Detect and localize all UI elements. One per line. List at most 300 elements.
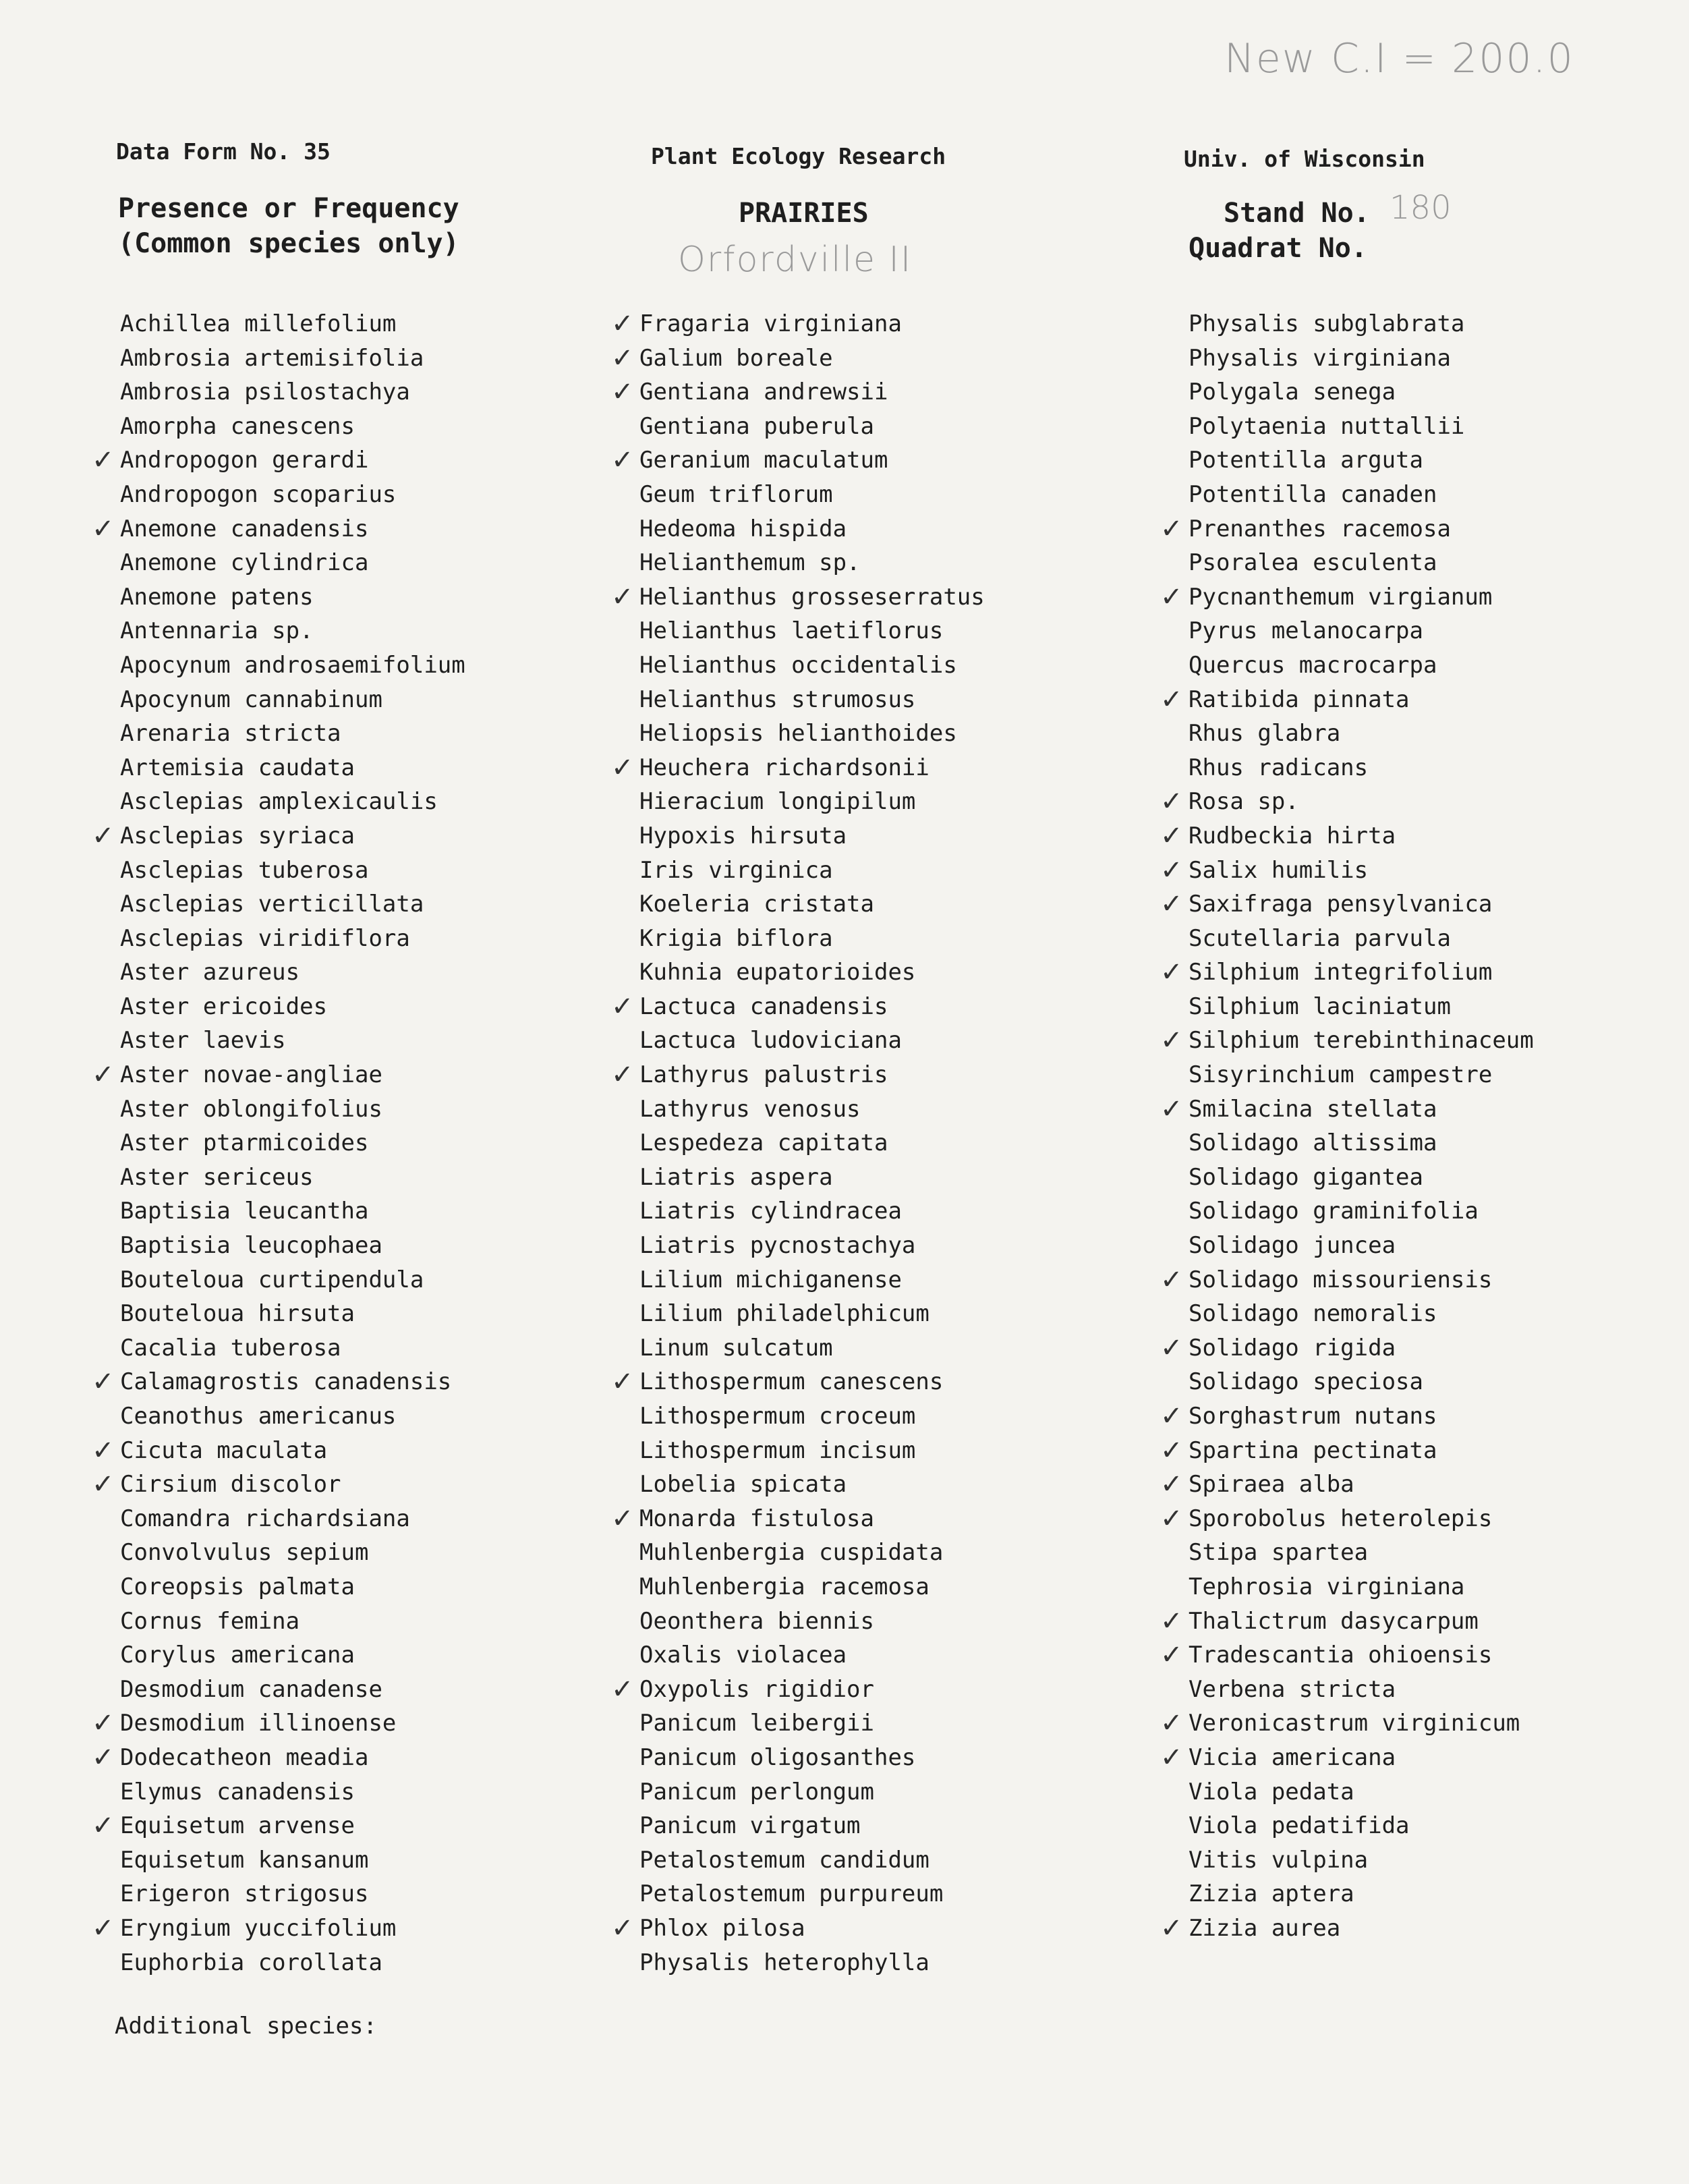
species-name: Liatris aspera — [639, 1163, 833, 1191]
form-title-line-2: (Common species only) — [118, 228, 459, 259]
check-mark-icon: ✓ — [1160, 513, 1183, 544]
species-item — [1189, 341, 1534, 376]
species-name: Gentiana andrewsii — [639, 379, 888, 406]
species-name: Coreopsis palmata — [120, 1573, 355, 1600]
species-name: Solidago gigantea — [1189, 1163, 1423, 1191]
species-name: Panicum leibergii — [639, 1710, 874, 1737]
species-item — [1160, 785, 1534, 819]
species-item — [120, 1160, 465, 1195]
species-name: Lithospermum canescens — [639, 1368, 944, 1396]
check-mark-icon: ✓ — [1160, 1708, 1183, 1739]
species-name: Rhus glabra — [1189, 720, 1341, 748]
species-item — [639, 1160, 985, 1195]
species-name: Cirsium discolor — [120, 1471, 341, 1499]
species-item — [120, 853, 465, 888]
species-item — [1189, 375, 1534, 410]
species-name: Koeleria cristata — [639, 891, 874, 918]
species-name: Helianthus grosseserratus — [639, 583, 985, 611]
species-name: Potentilla arguta — [1189, 447, 1423, 474]
species-item — [639, 1194, 985, 1229]
check-mark-icon: ✓ — [611, 1673, 634, 1705]
check-mark-icon: ✓ — [1160, 1434, 1183, 1466]
species-name: Muhlenbergia racemosa — [639, 1573, 929, 1600]
species-item — [92, 1365, 465, 1399]
species-name: Veronicastrum virginicum — [1189, 1710, 1520, 1737]
site-name-handwritten: Orfordville II — [678, 240, 913, 280]
species-column-1 — [92, 307, 465, 1980]
species-name: Artemisia caudata — [120, 754, 355, 781]
species-name: Viola pedata — [1189, 1778, 1354, 1805]
species-item — [1160, 1434, 1534, 1468]
species-name: Saxifraga pensylvanica — [1189, 891, 1493, 918]
species-item — [120, 1263, 465, 1297]
check-mark-icon: ✓ — [1160, 1741, 1183, 1773]
species-item — [639, 1092, 985, 1127]
species-name: Aster oblongifolius — [120, 1095, 382, 1123]
species-item — [639, 1570, 985, 1604]
check-mark-icon: ✓ — [611, 1912, 634, 1944]
species-item — [639, 785, 985, 819]
species-item — [1160, 1024, 1534, 1058]
species-item — [92, 512, 465, 547]
species-item — [639, 1877, 985, 1911]
species-item — [120, 1638, 465, 1673]
species-name: Petalostemum candidum — [639, 1846, 929, 1874]
species-item — [120, 683, 465, 717]
species-item — [1189, 922, 1534, 956]
species-name: Panicum perlongum — [639, 1778, 874, 1805]
species-item — [120, 1229, 465, 1263]
form-title — [118, 191, 459, 261]
check-mark-icon: ✓ — [92, 1810, 115, 1842]
species-name: Monarda fistulosa — [639, 1505, 874, 1532]
stand-number-handwritten: 180 — [1390, 189, 1452, 227]
species-name: Lobelia spicata — [639, 1471, 847, 1499]
species-name: Anemone canadensis — [120, 515, 369, 542]
check-mark-icon: ✓ — [92, 1366, 115, 1398]
species-item — [1160, 1331, 1534, 1366]
species-item — [611, 375, 985, 410]
species-name: Oxalis violacea — [639, 1642, 847, 1669]
species-item — [639, 717, 985, 751]
check-mark-icon: ✓ — [92, 820, 115, 851]
species-item — [120, 1194, 465, 1229]
species-item — [1160, 887, 1534, 922]
species-item — [1160, 512, 1534, 547]
species-name: Lithospermum croceum — [639, 1403, 916, 1430]
species-item — [1189, 1570, 1534, 1604]
species-name: Krigia biflora — [639, 924, 833, 952]
species-name: Convolvulus sepium — [120, 1539, 369, 1567]
species-name: Helianthemum sp. — [639, 549, 861, 577]
species-item — [1189, 751, 1534, 785]
species-item — [120, 1536, 465, 1570]
species-name: Lactuca canadensis — [639, 992, 888, 1020]
species-name: Helianthus occidentalis — [639, 651, 957, 679]
species-item — [120, 1331, 465, 1366]
species-name: Liatris pycnostachya — [639, 1232, 916, 1260]
species-item — [1189, 546, 1534, 580]
check-mark-icon: ✓ — [1160, 889, 1183, 920]
species-item — [120, 1399, 465, 1434]
species-item — [1189, 1126, 1534, 1160]
species-name: Galium boreale — [639, 344, 833, 372]
check-mark-icon: ✓ — [611, 445, 634, 476]
species-item — [639, 1809, 985, 1843]
species-name: Panicum virgatum — [639, 1812, 861, 1840]
species-name: Zizia aurea — [1189, 1914, 1341, 1942]
species-item — [639, 546, 985, 580]
species-name: Vitis vulpina — [1189, 1846, 1369, 1874]
species-item — [1189, 1058, 1534, 1092]
species-name: Bouteloua curtipendula — [120, 1266, 424, 1293]
quadrat-label: Quadrat No. — [1189, 233, 1367, 264]
species-name: Equisetum kansanum — [120, 1846, 369, 1874]
species-name: Baptisia leucantha — [120, 1198, 369, 1225]
species-name: Sporobolus heterolepis — [1189, 1505, 1493, 1532]
species-item — [1160, 1741, 1534, 1775]
species-name: Aster laevis — [120, 1027, 286, 1055]
species-name: Physalis heterophylla — [639, 1949, 929, 1976]
species-name: Lathyrus venosus — [639, 1095, 861, 1123]
species-item — [1160, 580, 1534, 615]
species-item — [120, 614, 465, 648]
species-item — [120, 1297, 465, 1331]
species-item — [120, 648, 465, 683]
species-name: Helianthus strumosus — [639, 685, 916, 713]
species-item — [120, 717, 465, 751]
species-name: Phlox pilosa — [639, 1914, 805, 1942]
species-item — [639, 1946, 985, 1980]
handwritten-ci-note: New C.I = 200.0 — [1224, 35, 1574, 82]
check-mark-icon: ✓ — [611, 581, 634, 613]
species-name: Solidago juncea — [1189, 1232, 1396, 1260]
species-name: Asclepias verticillata — [120, 891, 424, 918]
species-name: Psoralea esculenta — [1189, 549, 1437, 577]
species-item — [639, 512, 985, 547]
check-mark-icon: ✓ — [1160, 957, 1183, 988]
species-item — [92, 443, 465, 478]
species-item — [92, 1467, 465, 1502]
species-name: Sorghastrum nutans — [1189, 1403, 1437, 1430]
check-mark-icon: ✓ — [92, 1434, 115, 1466]
species-item — [639, 887, 985, 922]
species-name: Anemone cylindrica — [120, 549, 369, 577]
species-item — [639, 1229, 985, 1263]
species-name: Lithospermum incisum — [639, 1436, 916, 1464]
species-item — [1160, 819, 1534, 853]
species-name: Stipa spartea — [1189, 1539, 1369, 1567]
species-name: Calamagrostis canadensis — [120, 1368, 452, 1396]
species-name: Solidago altissima — [1189, 1129, 1437, 1157]
species-item — [639, 955, 985, 990]
check-mark-icon: ✓ — [92, 1912, 115, 1944]
species-name: Aster sericeus — [120, 1163, 314, 1191]
species-item — [1189, 1809, 1534, 1843]
additional-species-label: Additional species: — [115, 2013, 377, 2040]
species-item — [120, 1946, 465, 1980]
species-item — [120, 546, 465, 580]
species-name: Rhus radicans — [1189, 754, 1369, 781]
species-name: Antennaria sp. — [120, 617, 314, 645]
species-item — [1189, 1775, 1534, 1810]
species-item — [92, 1058, 465, 1092]
species-item — [639, 1843, 985, 1878]
check-mark-icon: ✓ — [92, 1059, 115, 1091]
species-item — [1189, 614, 1534, 648]
check-mark-icon: ✓ — [611, 308, 634, 339]
species-name: Scutellaria parvula — [1189, 924, 1451, 952]
species-item — [639, 1741, 985, 1775]
species-name: Silphium integrifolium — [1189, 959, 1493, 986]
species-item — [120, 580, 465, 615]
species-name: Panicum oligosanthes — [639, 1743, 916, 1771]
species-name: Tradescantia ohioensis — [1189, 1642, 1493, 1669]
species-item — [1160, 1263, 1534, 1297]
species-name: Hypoxis hirsuta — [639, 822, 847, 849]
species-item — [639, 1536, 985, 1570]
species-item — [120, 1126, 465, 1160]
species-item — [120, 478, 465, 512]
species-item — [1160, 955, 1534, 990]
university-name: Univ. of Wisconsin — [1184, 146, 1425, 172]
species-item — [1189, 1229, 1534, 1263]
species-item — [120, 1570, 465, 1604]
species-item — [639, 648, 985, 683]
species-column-3 — [1160, 307, 1534, 1946]
species-name: Gentiana puberula — [639, 412, 874, 440]
check-mark-icon: ✓ — [1160, 854, 1183, 886]
species-name: Quercus macrocarpa — [1189, 651, 1437, 679]
species-name: Salix humilis — [1189, 856, 1369, 884]
species-item — [120, 1502, 465, 1536]
species-name: Euphorbia corollata — [120, 1949, 382, 1976]
stand-quadrat-labels — [1189, 196, 1370, 266]
species-name: Ratibida pinnata — [1189, 685, 1410, 713]
check-mark-icon: ✓ — [1160, 1640, 1183, 1671]
species-item — [92, 1809, 465, 1843]
species-item — [639, 1263, 985, 1297]
species-name: Dodecatheon meadia — [120, 1743, 369, 1771]
check-mark-icon: ✓ — [611, 752, 634, 783]
species-name: Cacalia tuberosa — [120, 1334, 341, 1362]
check-mark-icon: ✓ — [611, 1503, 634, 1534]
species-name: Hieracium longipilum — [639, 788, 916, 816]
species-name: Desmodium canadense — [120, 1675, 382, 1703]
species-name: Pyrus melanocarpa — [1189, 617, 1423, 645]
species-name: Amorpha canescens — [120, 412, 355, 440]
species-item — [611, 580, 985, 615]
species-item — [120, 307, 465, 341]
species-name: Cornus femina — [120, 1607, 300, 1635]
species-item — [1189, 1536, 1534, 1570]
species-item — [1160, 1604, 1534, 1639]
species-name: Pycnanthemum virgianum — [1189, 583, 1493, 611]
species-item — [639, 1024, 985, 1058]
check-mark-icon: ✓ — [1160, 1503, 1183, 1534]
species-name: Anemone patens — [120, 583, 314, 611]
species-name: Spiraea alba — [1189, 1471, 1354, 1499]
species-item — [120, 410, 465, 444]
species-name: Prenanthes racemosa — [1189, 515, 1451, 542]
species-name: Lilium philadelphicum — [639, 1300, 929, 1328]
species-name: Iris virginica — [639, 856, 833, 884]
species-item — [92, 1434, 465, 1468]
check-mark-icon: ✓ — [611, 1366, 634, 1398]
species-name: Lespedeza capitata — [639, 1129, 888, 1157]
species-name: Ambrosia artemisifolia — [120, 344, 424, 372]
species-name: Vicia americana — [1189, 1743, 1396, 1771]
species-name: Cicuta maculata — [120, 1436, 328, 1464]
species-item — [120, 1024, 465, 1058]
species-item — [1160, 1502, 1534, 1536]
check-mark-icon: ✓ — [92, 1469, 115, 1501]
species-item — [639, 1604, 985, 1639]
check-mark-icon: ✓ — [611, 376, 634, 408]
species-item — [639, 1331, 985, 1366]
species-item — [639, 683, 985, 717]
species-item — [611, 443, 985, 478]
species-name: Desmodium illinoense — [120, 1710, 397, 1737]
form-number: Data Form No. 35 — [116, 138, 331, 165]
species-name: Hedeoma hispida — [639, 515, 847, 542]
species-name: Aster ericoides — [120, 992, 328, 1020]
species-item — [639, 819, 985, 853]
species-item — [120, 1775, 465, 1810]
species-item — [120, 1092, 465, 1127]
species-name: Verbena stricta — [1189, 1675, 1396, 1703]
species-name: Achillea millefolium — [120, 310, 397, 337]
species-name: Lathyrus palustris — [639, 1061, 888, 1089]
check-mark-icon: ✓ — [1160, 786, 1183, 818]
check-mark-icon: ✓ — [1160, 683, 1183, 715]
species-item — [120, 1673, 465, 1707]
species-name: Corylus americana — [120, 1642, 355, 1669]
species-item — [639, 1706, 985, 1741]
species-item — [1189, 307, 1534, 341]
species-item — [611, 341, 985, 376]
species-item — [639, 1638, 985, 1673]
species-item — [639, 1297, 985, 1331]
species-item — [611, 990, 985, 1024]
species-name: Petalostemum purpureum — [639, 1880, 944, 1908]
species-name: Aster ptarmicoides — [120, 1129, 369, 1157]
species-name: Elymus canadensis — [120, 1778, 355, 1805]
species-name: Lilium michiganense — [639, 1266, 902, 1293]
species-item — [1160, 1399, 1534, 1434]
species-name: Ambrosia psilostachya — [120, 379, 410, 406]
species-name: Kuhnia eupatorioides — [639, 959, 916, 986]
species-item — [639, 1399, 985, 1434]
species-name: Andropogon scoparius — [120, 480, 397, 508]
species-name: Heliopsis helianthoides — [639, 720, 957, 748]
species-name: Solidago graminifolia — [1189, 1198, 1479, 1225]
species-item — [120, 1877, 465, 1911]
species-item — [120, 887, 465, 922]
species-name: Solidago rigida — [1189, 1334, 1396, 1362]
species-name: Aster azureus — [120, 959, 300, 986]
species-name: Solidago speciosa — [1189, 1368, 1423, 1396]
species-name: Silphium laciniatum — [1189, 992, 1451, 1020]
check-mark-icon: ✓ — [1160, 1469, 1183, 1501]
species-item — [120, 990, 465, 1024]
species-item — [1189, 648, 1534, 683]
species-name: Muhlenbergia cuspidata — [639, 1539, 944, 1567]
species-name: Sisyrinchium campestre — [1189, 1061, 1493, 1089]
species-item — [1189, 1365, 1534, 1399]
species-item — [92, 819, 465, 853]
species-item — [639, 922, 985, 956]
species-item — [1189, 478, 1534, 512]
species-item — [639, 1775, 985, 1810]
species-item — [1160, 1638, 1534, 1673]
species-name: Thalictrum dasycarpum — [1189, 1607, 1479, 1635]
species-item — [1160, 1706, 1534, 1741]
species-item — [639, 853, 985, 888]
species-item — [1189, 410, 1534, 444]
species-item — [1189, 1297, 1534, 1331]
check-mark-icon: ✓ — [1160, 1264, 1183, 1295]
species-item — [92, 1706, 465, 1741]
species-item — [611, 1365, 985, 1399]
species-name: Tephrosia virginiana — [1189, 1573, 1465, 1600]
species-item — [1189, 717, 1534, 751]
check-mark-icon: ✓ — [1160, 1332, 1183, 1364]
species-item — [120, 751, 465, 785]
check-mark-icon: ✓ — [1160, 820, 1183, 851]
species-item — [92, 1911, 465, 1946]
species-name: Solidago missouriensis — [1189, 1266, 1493, 1293]
species-item — [120, 922, 465, 956]
species-name: Andropogon gerardi — [120, 447, 369, 474]
species-item — [1160, 1911, 1534, 1946]
check-mark-icon: ✓ — [92, 1708, 115, 1739]
species-name: Linum sulcatum — [639, 1334, 833, 1362]
species-name: Physalis virginiana — [1189, 344, 1451, 372]
species-name: Physalis subglabrata — [1189, 310, 1465, 337]
species-item — [120, 375, 465, 410]
species-item — [611, 1058, 985, 1092]
check-mark-icon: ✓ — [1160, 1912, 1183, 1944]
stand-label: Stand No. — [1224, 198, 1370, 229]
species-name: Polygala senega — [1189, 379, 1396, 406]
species-item — [1189, 1877, 1534, 1911]
species-name: Asclepias amplexicaulis — [120, 788, 438, 816]
species-name: Aster novae-angliae — [120, 1061, 382, 1089]
species-item — [639, 1434, 985, 1468]
form-title-line-1: Presence or Frequency — [118, 193, 459, 224]
check-mark-icon: ✓ — [611, 342, 634, 374]
species-name: Fragaria virginiana — [639, 310, 902, 337]
department-name: Plant Ecology Research — [651, 143, 946, 169]
check-mark-icon: ✓ — [92, 513, 115, 544]
species-item — [120, 955, 465, 990]
species-name: Oxypolis rigidior — [639, 1675, 874, 1703]
species-name: Asclepias tuberosa — [120, 856, 369, 884]
species-item — [1189, 1673, 1534, 1707]
species-name: Silphium terebinthinaceum — [1189, 1027, 1534, 1055]
check-mark-icon: ✓ — [1160, 1401, 1183, 1432]
species-item — [1189, 1843, 1534, 1878]
species-name: Helianthus laetiflorus — [639, 617, 944, 645]
check-mark-icon: ✓ — [1160, 1605, 1183, 1637]
species-name: Potentilla canaden — [1189, 480, 1437, 508]
species-name: Heuchera richardsonii — [639, 754, 929, 781]
species-name: Liatris cylindracea — [639, 1198, 902, 1225]
species-item — [1189, 1194, 1534, 1229]
species-item — [611, 307, 985, 341]
species-name: Geranium maculatum — [639, 447, 888, 474]
